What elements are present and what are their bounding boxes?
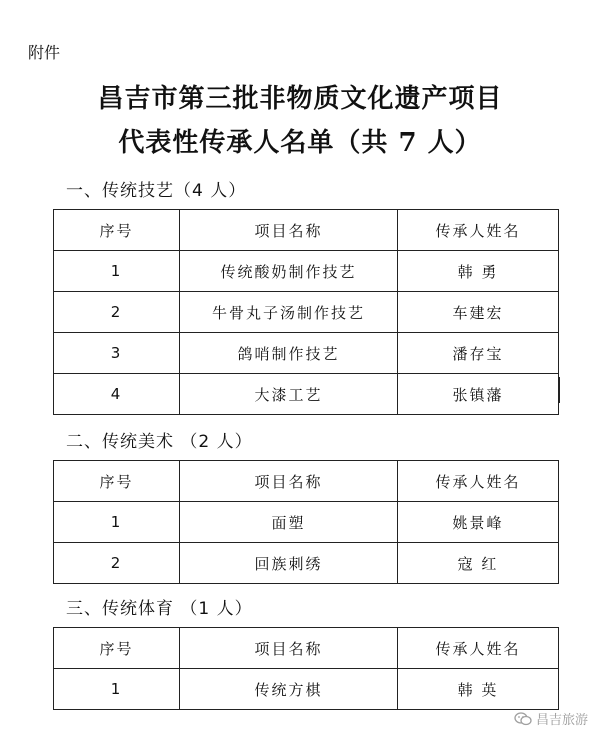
cell-index: 4 [54,374,180,415]
cell-project: 传统酸奶制作技艺 [180,251,398,292]
cell-inheritor: 张镇藩 [398,374,559,415]
cell-inheritor: 韩 英 [398,669,559,710]
table-row [54,374,559,415]
cell-index: 2 [54,292,180,333]
table-row [54,543,559,584]
watermark [514,709,588,728]
table-row [54,502,559,543]
table-row [54,333,559,374]
cell-inheritor: 寇 红 [398,543,559,584]
table-traditional-arts [53,460,559,584]
section-heading-traditional-arts: 二、传统美术 （2 人） [66,432,253,452]
column-header-index: 序号 [54,628,180,669]
document-title-line-2: 代表性传承人名单（共 7 人） [118,128,482,158]
column-header-project: 项目名称 [180,461,398,502]
cell-project: 牛骨丸子汤制作技艺 [180,292,398,333]
cell-project: 大漆工艺 [180,374,398,415]
cell-project: 鸽哨制作技艺 [180,333,398,374]
attachment-label: 附件 [28,43,61,62]
cell-index: 1 [54,502,180,543]
document-title-line-1: 昌吉市第三批非物质文化遗产项目 [97,84,503,114]
wechat-icon [514,712,532,726]
cell-inheritor: 韩 勇 [398,251,559,292]
cell-inheritor: 姚景峰 [398,502,559,543]
table-row [54,292,559,333]
column-header-inheritor: 传承人姓名 [398,210,559,251]
table-traditional-sports [53,627,559,710]
cell-index: 2 [54,543,180,584]
cell-project: 面塑 [180,502,398,543]
cell-inheritor: 潘存宝 [398,333,559,374]
watermark-text: 昌吉旅游 [535,713,588,728]
cell-inheritor: 车建宏 [398,292,559,333]
cell-project: 传统方棋 [180,669,398,710]
section-heading-traditional-crafts: 一、传统技艺（4 人） [66,181,247,201]
cell-index: 1 [54,669,180,710]
table-header-row [54,461,559,502]
cell-index: 1 [54,251,180,292]
table-header-row [54,628,559,669]
column-header-index: 序号 [54,461,180,502]
column-header-inheritor: 传承人姓名 [398,461,559,502]
column-header-index: 序号 [54,210,180,251]
cell-project: 回族刺绣 [180,543,398,584]
table-traditional-crafts [53,209,559,415]
cell-index: 3 [54,333,180,374]
table-row [54,669,559,710]
column-header-project: 项目名称 [180,628,398,669]
table-row [54,251,559,292]
column-header-project: 项目名称 [180,210,398,251]
table-header-row [54,210,559,251]
table-edge-mark [558,377,560,403]
column-header-inheritor: 传承人姓名 [398,628,559,669]
section-heading-traditional-sports: 三、传统体育 （1 人） [66,599,253,619]
